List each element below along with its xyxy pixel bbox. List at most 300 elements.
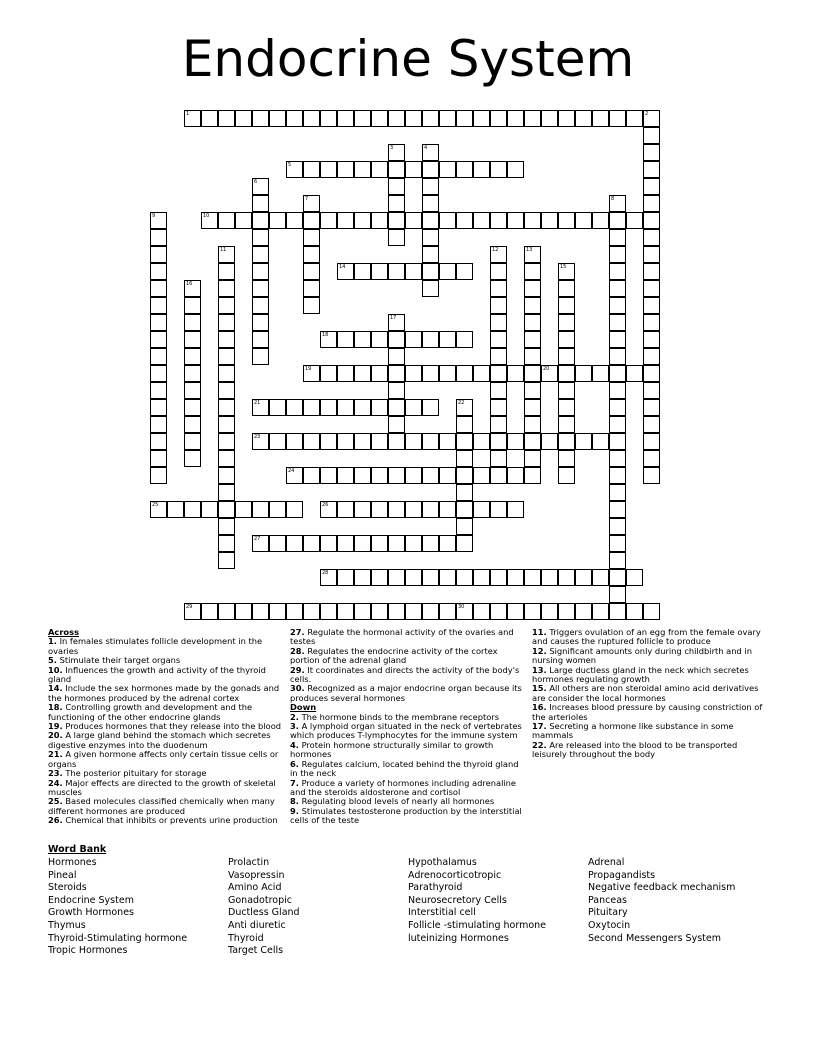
crossword-cell[interactable]	[524, 280, 541, 297]
crossword-cell[interactable]	[626, 110, 643, 127]
crossword-cell[interactable]	[558, 399, 575, 416]
crossword-cell[interactable]	[422, 195, 439, 212]
crossword-cell[interactable]	[609, 416, 626, 433]
crossword-cell[interactable]	[354, 212, 371, 229]
crossword-cell[interactable]	[354, 501, 371, 518]
crossword-cell[interactable]	[371, 433, 388, 450]
crossword-cell[interactable]	[490, 331, 507, 348]
crossword-cell[interactable]	[354, 365, 371, 382]
crossword-cell[interactable]	[439, 433, 456, 450]
crossword-cell[interactable]	[286, 433, 303, 450]
crossword-cell[interactable]	[524, 314, 541, 331]
crossword-cell[interactable]	[337, 433, 354, 450]
crossword-cell[interactable]	[405, 569, 422, 586]
crossword-cell[interactable]	[643, 280, 660, 297]
crossword-cell[interactable]	[541, 212, 558, 229]
crossword-cell[interactable]	[371, 399, 388, 416]
crossword-cell[interactable]	[252, 535, 269, 552]
crossword-cell[interactable]	[371, 212, 388, 229]
crossword-cell[interactable]	[558, 433, 575, 450]
crossword-cell[interactable]	[643, 297, 660, 314]
crossword-cell[interactable]	[490, 433, 507, 450]
crossword-cell[interactable]	[303, 280, 320, 297]
crossword-cell[interactable]	[439, 263, 456, 280]
crossword-cell[interactable]	[184, 416, 201, 433]
crossword-cell[interactable]	[439, 331, 456, 348]
crossword-cell[interactable]	[592, 212, 609, 229]
crossword-cell[interactable]	[422, 399, 439, 416]
crossword-cell[interactable]	[218, 297, 235, 314]
crossword-cell[interactable]	[456, 569, 473, 586]
crossword-cell[interactable]	[456, 467, 473, 484]
crossword-cell[interactable]	[354, 399, 371, 416]
crossword-cell[interactable]	[558, 569, 575, 586]
crossword-cell[interactable]	[218, 331, 235, 348]
crossword-cell[interactable]	[371, 603, 388, 620]
crossword-cell[interactable]	[303, 535, 320, 552]
crossword-cell[interactable]	[422, 569, 439, 586]
crossword-cell[interactable]	[388, 229, 405, 246]
crossword-cell[interactable]	[609, 467, 626, 484]
crossword-cell[interactable]	[388, 535, 405, 552]
crossword-cell[interactable]	[218, 212, 235, 229]
crossword-cell[interactable]	[218, 535, 235, 552]
crossword-cell[interactable]	[184, 603, 201, 620]
crossword-cell[interactable]	[252, 603, 269, 620]
crossword-cell[interactable]	[422, 433, 439, 450]
crossword-cell[interactable]	[320, 110, 337, 127]
crossword-cell[interactable]	[320, 365, 337, 382]
crossword-cell[interactable]	[252, 399, 269, 416]
crossword-cell[interactable]	[303, 263, 320, 280]
crossword-cell[interactable]	[558, 212, 575, 229]
crossword-cell[interactable]	[609, 433, 626, 450]
crossword-cell[interactable]	[337, 161, 354, 178]
crossword-cell[interactable]	[422, 280, 439, 297]
crossword-cell[interactable]	[184, 297, 201, 314]
crossword-cell[interactable]	[524, 433, 541, 450]
crossword-cell[interactable]	[609, 331, 626, 348]
crossword-cell[interactable]	[303, 212, 320, 229]
crossword-cell[interactable]	[286, 501, 303, 518]
crossword-cell[interactable]	[269, 433, 286, 450]
crossword-cell[interactable]	[150, 331, 167, 348]
crossword-cell[interactable]	[320, 569, 337, 586]
crossword-cell[interactable]	[456, 416, 473, 433]
crossword-cell[interactable]	[218, 484, 235, 501]
crossword-cell[interactable]	[269, 501, 286, 518]
crossword-cell[interactable]	[643, 314, 660, 331]
crossword-cell[interactable]	[303, 467, 320, 484]
crossword-cell[interactable]	[490, 450, 507, 467]
crossword-cell[interactable]	[626, 603, 643, 620]
crossword-cell[interactable]	[150, 246, 167, 263]
crossword-cell[interactable]	[473, 569, 490, 586]
crossword-cell[interactable]	[626, 212, 643, 229]
crossword-cell[interactable]	[184, 348, 201, 365]
crossword-cell[interactable]	[609, 110, 626, 127]
crossword-cell[interactable]	[201, 212, 218, 229]
crossword-cell[interactable]	[405, 399, 422, 416]
crossword-cell[interactable]	[643, 195, 660, 212]
crossword-cell[interactable]	[490, 501, 507, 518]
crossword-cell[interactable]	[456, 161, 473, 178]
crossword-cell[interactable]	[371, 331, 388, 348]
crossword-cell[interactable]	[269, 603, 286, 620]
crossword-cell[interactable]	[524, 348, 541, 365]
crossword-cell[interactable]	[405, 467, 422, 484]
crossword-cell[interactable]	[541, 433, 558, 450]
crossword-cell[interactable]	[405, 501, 422, 518]
crossword-cell[interactable]	[609, 382, 626, 399]
crossword-cell[interactable]	[303, 229, 320, 246]
crossword-cell[interactable]	[541, 110, 558, 127]
crossword-cell[interactable]	[507, 603, 524, 620]
crossword-cell[interactable]	[439, 535, 456, 552]
crossword-cell[interactable]	[388, 110, 405, 127]
crossword-cell[interactable]	[150, 229, 167, 246]
crossword-cell[interactable]	[354, 535, 371, 552]
crossword-cell[interactable]	[252, 280, 269, 297]
crossword-cell[interactable]	[524, 246, 541, 263]
crossword-cell[interactable]	[507, 569, 524, 586]
crossword-cell[interactable]	[252, 178, 269, 195]
crossword-cell[interactable]	[609, 501, 626, 518]
crossword-cell[interactable]	[269, 535, 286, 552]
crossword-cell[interactable]	[150, 365, 167, 382]
crossword-cell[interactable]	[524, 263, 541, 280]
crossword-cell[interactable]	[473, 501, 490, 518]
crossword-cell[interactable]	[354, 331, 371, 348]
crossword-cell[interactable]	[524, 382, 541, 399]
crossword-cell[interactable]	[558, 331, 575, 348]
crossword-cell[interactable]	[643, 603, 660, 620]
crossword-cell[interactable]	[184, 110, 201, 127]
crossword-cell[interactable]	[422, 501, 439, 518]
crossword-cell[interactable]	[252, 195, 269, 212]
crossword-cell[interactable]	[524, 297, 541, 314]
crossword-cell[interactable]	[456, 399, 473, 416]
crossword-cell[interactable]	[558, 467, 575, 484]
crossword-cell[interactable]	[643, 161, 660, 178]
crossword-cell[interactable]	[218, 263, 235, 280]
crossword-cell[interactable]	[303, 399, 320, 416]
crossword-cell[interactable]	[303, 110, 320, 127]
crossword-cell[interactable]	[184, 314, 201, 331]
crossword-cell[interactable]	[473, 603, 490, 620]
crossword-cell[interactable]	[456, 331, 473, 348]
crossword-cell[interactable]	[303, 161, 320, 178]
crossword-cell[interactable]	[456, 484, 473, 501]
crossword-cell[interactable]	[354, 433, 371, 450]
crossword-cell[interactable]	[269, 399, 286, 416]
crossword-cell[interactable]	[609, 246, 626, 263]
crossword-cell[interactable]	[490, 297, 507, 314]
crossword-cell[interactable]	[150, 297, 167, 314]
crossword-cell[interactable]	[337, 535, 354, 552]
crossword-cell[interactable]	[558, 603, 575, 620]
crossword-cell[interactable]	[286, 603, 303, 620]
crossword-cell[interactable]	[490, 467, 507, 484]
crossword-cell[interactable]	[150, 501, 167, 518]
crossword-cell[interactable]	[592, 603, 609, 620]
crossword-cell[interactable]	[507, 110, 524, 127]
crossword-cell[interactable]	[456, 535, 473, 552]
crossword-cell[interactable]	[252, 348, 269, 365]
crossword-cell[interactable]	[422, 535, 439, 552]
crossword-cell[interactable]	[643, 331, 660, 348]
crossword-cell[interactable]	[490, 382, 507, 399]
crossword-cell[interactable]	[150, 212, 167, 229]
crossword-cell[interactable]	[235, 110, 252, 127]
crossword-cell[interactable]	[150, 314, 167, 331]
crossword-cell[interactable]	[218, 518, 235, 535]
crossword-cell[interactable]	[286, 161, 303, 178]
crossword-cell[interactable]	[218, 110, 235, 127]
crossword-cell[interactable]	[320, 331, 337, 348]
crossword-cell[interactable]	[575, 569, 592, 586]
crossword-cell[interactable]	[643, 382, 660, 399]
crossword-cell[interactable]	[643, 212, 660, 229]
crossword-cell[interactable]	[524, 365, 541, 382]
crossword-cell[interactable]	[575, 212, 592, 229]
crossword-cell[interactable]	[354, 467, 371, 484]
crossword-cell[interactable]	[388, 501, 405, 518]
crossword-cell[interactable]	[201, 501, 218, 518]
crossword-cell[interactable]	[490, 399, 507, 416]
crossword-cell[interactable]	[575, 433, 592, 450]
crossword-cell[interactable]	[337, 467, 354, 484]
crossword-cell[interactable]	[558, 416, 575, 433]
crossword-cell[interactable]	[609, 535, 626, 552]
crossword-cell[interactable]	[643, 433, 660, 450]
crossword-cell[interactable]	[388, 195, 405, 212]
crossword-cell[interactable]	[524, 331, 541, 348]
crossword-cell[interactable]	[184, 331, 201, 348]
crossword-cell[interactable]	[575, 365, 592, 382]
crossword-cell[interactable]	[507, 212, 524, 229]
crossword-cell[interactable]	[490, 416, 507, 433]
crossword-cell[interactable]	[456, 450, 473, 467]
crossword-cell[interactable]	[388, 348, 405, 365]
crossword-cell[interactable]	[252, 314, 269, 331]
crossword-cell[interactable]	[405, 365, 422, 382]
crossword-cell[interactable]	[609, 314, 626, 331]
crossword-cell[interactable]	[490, 212, 507, 229]
crossword-cell[interactable]	[354, 263, 371, 280]
crossword-cell[interactable]	[337, 212, 354, 229]
crossword-cell[interactable]	[218, 399, 235, 416]
crossword-cell[interactable]	[388, 467, 405, 484]
crossword-cell[interactable]	[422, 263, 439, 280]
crossword-cell[interactable]	[286, 535, 303, 552]
crossword-cell[interactable]	[252, 229, 269, 246]
crossword-cell[interactable]	[218, 246, 235, 263]
crossword-cell[interactable]	[592, 433, 609, 450]
crossword-cell[interactable]	[558, 297, 575, 314]
crossword-cell[interactable]	[575, 110, 592, 127]
crossword-cell[interactable]	[252, 212, 269, 229]
crossword-cell[interactable]	[218, 280, 235, 297]
crossword-cell[interactable]	[558, 382, 575, 399]
crossword-cell[interactable]	[303, 246, 320, 263]
crossword-cell[interactable]	[388, 365, 405, 382]
crossword-cell[interactable]	[439, 501, 456, 518]
crossword-cell[interactable]	[422, 178, 439, 195]
crossword-cell[interactable]	[354, 161, 371, 178]
crossword-cell[interactable]	[354, 110, 371, 127]
crossword-cell[interactable]	[524, 569, 541, 586]
crossword-cell[interactable]	[252, 246, 269, 263]
crossword-cell[interactable]	[354, 569, 371, 586]
crossword-cell[interactable]	[337, 331, 354, 348]
crossword-cell[interactable]	[643, 246, 660, 263]
crossword-cell[interactable]	[201, 603, 218, 620]
crossword-cell[interactable]	[490, 314, 507, 331]
crossword-cell[interactable]	[252, 263, 269, 280]
crossword-cell[interactable]	[456, 501, 473, 518]
crossword-cell[interactable]	[439, 467, 456, 484]
crossword-cell[interactable]	[388, 331, 405, 348]
crossword-cell[interactable]	[218, 603, 235, 620]
crossword-cell[interactable]	[320, 603, 337, 620]
crossword-cell[interactable]	[643, 110, 660, 127]
crossword-cell[interactable]	[320, 212, 337, 229]
crossword-cell[interactable]	[626, 569, 643, 586]
crossword-cell[interactable]	[473, 161, 490, 178]
crossword-cell[interactable]	[235, 501, 252, 518]
crossword-cell[interactable]	[371, 263, 388, 280]
crossword-cell[interactable]	[320, 535, 337, 552]
crossword-cell[interactable]	[609, 552, 626, 569]
crossword-cell[interactable]	[235, 212, 252, 229]
crossword-cell[interactable]	[473, 110, 490, 127]
crossword-cell[interactable]	[609, 348, 626, 365]
crossword-cell[interactable]	[609, 518, 626, 535]
crossword-cell[interactable]	[422, 212, 439, 229]
crossword-cell[interactable]	[456, 365, 473, 382]
crossword-cell[interactable]	[150, 416, 167, 433]
crossword-cell[interactable]	[388, 416, 405, 433]
crossword-cell[interactable]	[422, 229, 439, 246]
crossword-cell[interactable]	[303, 603, 320, 620]
crossword-cell[interactable]	[507, 467, 524, 484]
crossword-cell[interactable]	[150, 399, 167, 416]
crossword-cell[interactable]	[252, 110, 269, 127]
crossword-cell[interactable]	[184, 399, 201, 416]
crossword-cell[interactable]	[490, 348, 507, 365]
crossword-cell[interactable]	[609, 569, 626, 586]
crossword-cell[interactable]	[439, 603, 456, 620]
crossword-cell[interactable]	[490, 110, 507, 127]
crossword-cell[interactable]	[218, 348, 235, 365]
crossword-cell[interactable]	[167, 501, 184, 518]
crossword-cell[interactable]	[150, 280, 167, 297]
crossword-cell[interactable]	[320, 467, 337, 484]
crossword-cell[interactable]	[456, 518, 473, 535]
crossword-cell[interactable]	[422, 161, 439, 178]
crossword-cell[interactable]	[609, 603, 626, 620]
crossword-cell[interactable]	[422, 110, 439, 127]
crossword-cell[interactable]	[252, 297, 269, 314]
crossword-cell[interactable]	[218, 433, 235, 450]
crossword-cell[interactable]	[643, 348, 660, 365]
crossword-cell[interactable]	[150, 382, 167, 399]
crossword-cell[interactable]	[150, 348, 167, 365]
crossword-cell[interactable]	[643, 416, 660, 433]
crossword-cell[interactable]	[388, 603, 405, 620]
crossword-cell[interactable]	[337, 603, 354, 620]
crossword-cell[interactable]	[422, 467, 439, 484]
crossword-cell[interactable]	[286, 110, 303, 127]
crossword-cell[interactable]	[507, 433, 524, 450]
crossword-cell[interactable]	[643, 450, 660, 467]
crossword-cell[interactable]	[473, 212, 490, 229]
crossword-cell[interactable]	[609, 365, 626, 382]
crossword-cell[interactable]	[422, 603, 439, 620]
crossword-cell[interactable]	[337, 501, 354, 518]
crossword-cell[interactable]	[609, 212, 626, 229]
crossword-cell[interactable]	[609, 399, 626, 416]
crossword-cell[interactable]	[422, 365, 439, 382]
crossword-cell[interactable]	[303, 365, 320, 382]
crossword-cell[interactable]	[252, 501, 269, 518]
crossword-cell[interactable]	[507, 501, 524, 518]
crossword-cell[interactable]	[609, 297, 626, 314]
crossword-cell[interactable]	[184, 433, 201, 450]
crossword-cell[interactable]	[609, 263, 626, 280]
crossword-cell[interactable]	[643, 127, 660, 144]
crossword-cell[interactable]	[524, 467, 541, 484]
crossword-cell[interactable]	[388, 569, 405, 586]
crossword-cell[interactable]	[320, 161, 337, 178]
crossword-cell[interactable]	[337, 569, 354, 586]
crossword-cell[interactable]	[405, 535, 422, 552]
crossword-cell[interactable]	[388, 399, 405, 416]
crossword-cell[interactable]	[218, 314, 235, 331]
crossword-cell[interactable]	[405, 331, 422, 348]
crossword-cell[interactable]	[422, 144, 439, 161]
crossword-cell[interactable]	[439, 212, 456, 229]
crossword-cell[interactable]	[371, 110, 388, 127]
crossword-cell[interactable]	[371, 535, 388, 552]
crossword-cell[interactable]	[405, 603, 422, 620]
crossword-cell[interactable]	[524, 110, 541, 127]
crossword-cell[interactable]	[388, 178, 405, 195]
crossword-cell[interactable]	[337, 365, 354, 382]
crossword-cell[interactable]	[507, 365, 524, 382]
crossword-cell[interactable]	[388, 212, 405, 229]
crossword-cell[interactable]	[371, 161, 388, 178]
crossword-cell[interactable]	[524, 212, 541, 229]
crossword-cell[interactable]	[388, 144, 405, 161]
crossword-cell[interactable]	[371, 569, 388, 586]
crossword-cell[interactable]	[643, 365, 660, 382]
crossword-cell[interactable]	[371, 365, 388, 382]
crossword-cell[interactable]	[286, 399, 303, 416]
crossword-cell[interactable]	[388, 433, 405, 450]
crossword-cell[interactable]	[150, 450, 167, 467]
crossword-cell[interactable]	[592, 365, 609, 382]
crossword-cell[interactable]	[218, 552, 235, 569]
crossword-cell[interactable]	[320, 433, 337, 450]
crossword-cell[interactable]	[371, 501, 388, 518]
crossword-cell[interactable]	[456, 433, 473, 450]
crossword-cell[interactable]	[388, 263, 405, 280]
crossword-cell[interactable]	[269, 212, 286, 229]
crossword-cell[interactable]	[643, 399, 660, 416]
crossword-cell[interactable]	[490, 280, 507, 297]
